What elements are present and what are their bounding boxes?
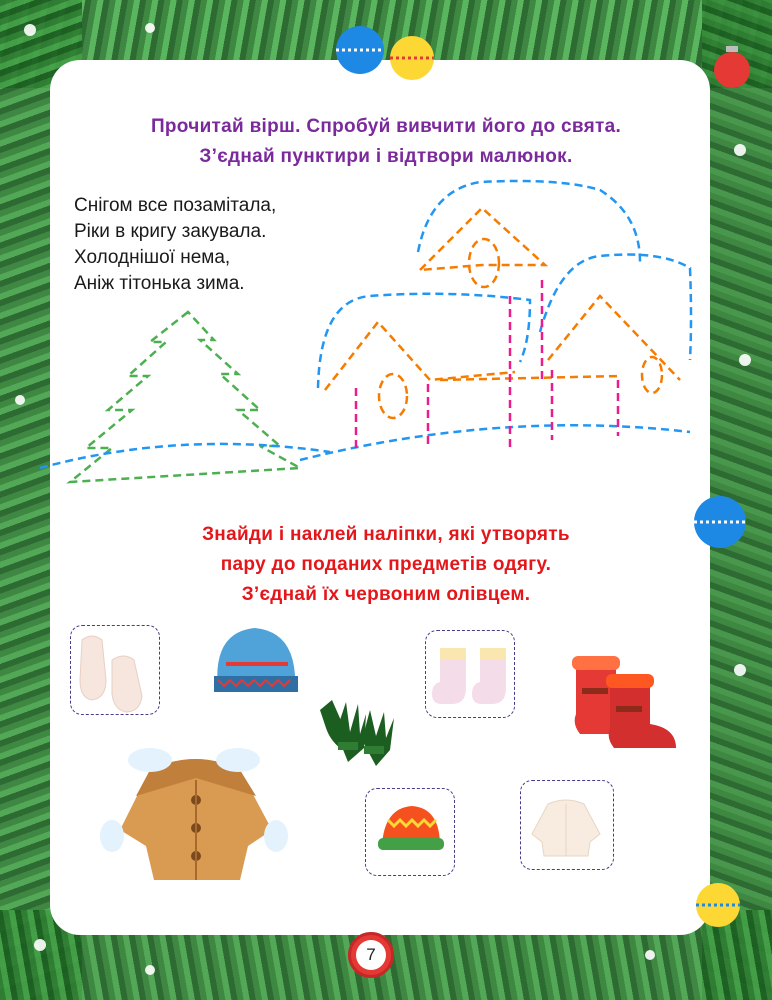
instruction-line-1: Прочитай вірш. Спробуй вивчити його до свята. [150,116,622,137]
sticker-task-line-3: З’єднай їх червоним олівцем. [241,584,531,605]
instruction-line-2: З’єднай пунктири і відтвори малюнок. [199,146,573,167]
poem-line-4: Аніж тітонька зима. [74,273,245,294]
poem-line-2: Ріки в кригу закувала. [74,221,267,242]
poem-line-3: Холоднішої нема, [74,247,231,268]
sticker-task-line-1: Знайди і наклей наліпки, які утворять [202,524,570,545]
page-number: 7 [356,940,386,970]
poem-line-1: Снігом все позамітала, [74,195,277,216]
page-number-badge [348,932,394,978]
sticker-task-line-2: пару до поданих предметів одягу. [220,554,552,575]
